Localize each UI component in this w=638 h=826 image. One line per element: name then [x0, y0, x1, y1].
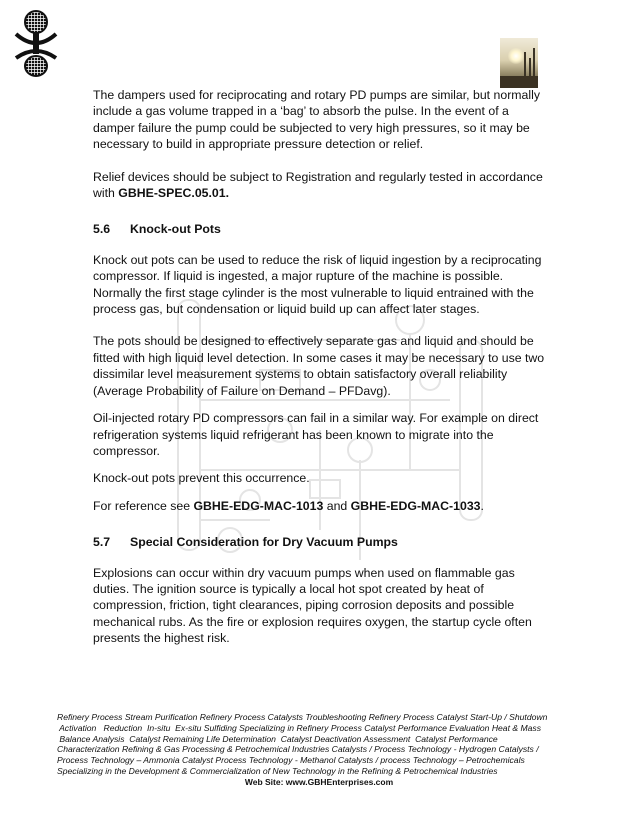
footer-line: Characterization Refining & Gas Processing & Petrochemical Industries Catalysts / Process Technology - Hydrogen Catalysts / — [57, 744, 539, 755]
footer-keywords — [57, 712, 557, 777]
footer-line: Refinery Process Stream Purification Refinery Process Catalysts Troubleshooting Refinery Process Catalyst Start-Up / Shutdown — [57, 712, 548, 722]
paragraph-relief-devices: Relief devices should be subject to Registration and regularly tested in accordance with GBHE-SPEC.05.01. — [93, 169, 543, 201]
paragraph-pot-design: The pots should be designed to effectively separate gas and liquid and should be fitted with high liquid level detection. In some cases it may be necessary to use two dissimilar level measurement systems to obtain satisfactory overall reliability (Average Probability of Failure on Demand – PFDavg). — [93, 334, 545, 398]
website-link[interactable]: Web Site: www.GBHEnterprises.com — [244, 777, 394, 787]
smokestack — [524, 52, 526, 78]
section-title: Knock-out Pots — [130, 222, 221, 237]
document-body — [93, 87, 548, 663]
mac-1013-reference: GBHE-EDG-MAC-1013 — [193, 498, 324, 513]
section-heading-5-7 — [93, 534, 548, 550]
paragraph-dampers: The dampers used for reciprocating and rotary PD pumps are similar, but normally include a gas volume trapped in a ‘bag’ to absorb the pulse. In the event of a damper failure the pump could be subjected to very high pressures, so it may be necessary to build in appropriate pressure detection or relief. — [93, 88, 540, 152]
smokestack — [529, 58, 531, 78]
paragraph-oil-injected: Oil-injected rotary PD compressors can fail in a similar way. For example on direct refrigeration systems liquid refrigerant has been known to migrate into the compressor. — [93, 411, 539, 458]
paragraph-vacuum-pumps: Explosions can occur within dry vacuum pumps when used on flammable gas duties. The ignition source is typically a local hot spot created by heat of compression, friction, tight clearances, piping corrosion deposits and possible mechanical rubs. As the fire or explosion requires oxygen, the startup cycle often presents the highest risk. — [93, 565, 532, 646]
footer-line: Process Technology – Ammonia Catalyst Process Technology - Methanol Catalysts / process Technology – Petrochemicals — [57, 755, 525, 766]
section-number: 5.7 — [93, 535, 111, 550]
footer-line: Specializing in the Development & Commercialization of New Technology in the Refining & Petrochemical Industries — [57, 765, 498, 776]
spec-reference: GBHE-SPEC.05.01. — [118, 186, 230, 201]
section-title: Special Consideration for Dry Vacuum Pumps — [130, 535, 398, 550]
sun-glare — [508, 48, 524, 64]
section-number: 5.6 — [93, 222, 111, 237]
paragraph-reference: For reference see GBHE-EDG-MAC-1013 and GBHE-EDG-MAC-1033. — [93, 498, 484, 513]
footer-line: Activation Reduction In-situ Ex-situ Sulfiding Specializing in Refinery Process Catalyst Performance Evaluation Heat & Mass — [57, 722, 542, 733]
footer-line: Balance Analysis Catalyst Remaining Life Determination Catalyst Deactivation Assessment Catalyst Performance — [57, 733, 498, 744]
smokestack — [533, 48, 535, 78]
section-heading-5-6 — [93, 221, 548, 237]
paragraph-prevent: Knock-out pots prevent this occurrence. — [93, 471, 310, 486]
paragraph-knockout-pots: Knock out pots can be used to reduce the risk of liquid ingestion by a reciprocating compressor. If liquid is ingested, a major rupture of the machine is possible. Normally the first stage cylinder is the most vulnerable to liquid entrained with the process gas, but condensation or liquid build up can affect later stages. — [93, 252, 542, 317]
refinery-photo — [500, 38, 538, 88]
gbhe-logo-icon — [12, 8, 60, 78]
mac-1033-reference: GBHE-EDG-MAC-1033 — [350, 498, 481, 513]
